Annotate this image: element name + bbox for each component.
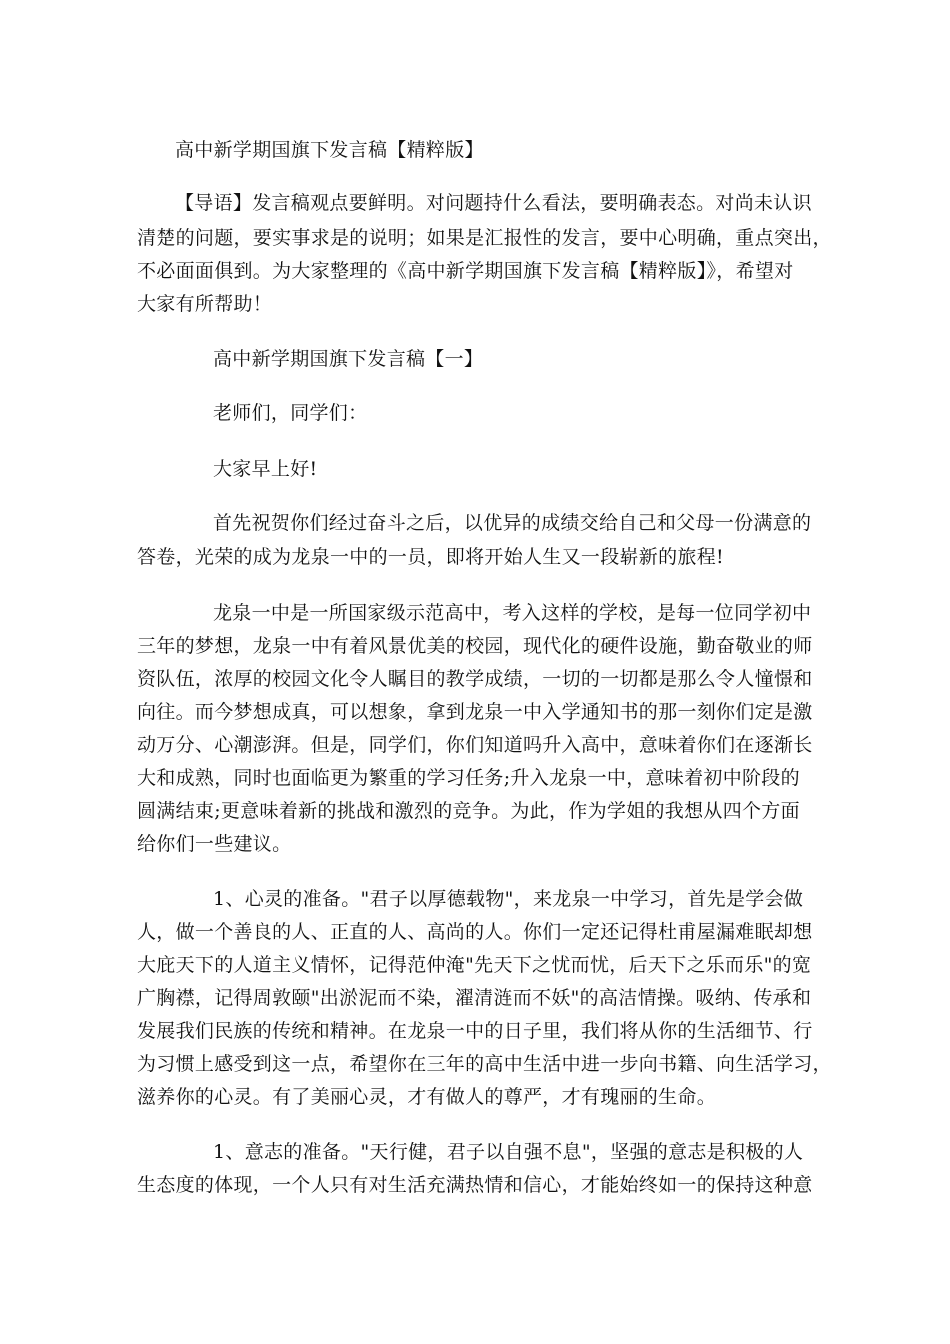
paragraph-line: 为习惯上感受到这一点，希望你在三年的高中生活中进一步向书籍、向生活学习， bbox=[137, 1053, 832, 1075]
paragraph-line: 资队伍，浓厚的校园文化令人瞩目的教学成绩，一切的一切都是那么令人憧憬和 bbox=[137, 668, 813, 690]
intro-line: 大家有所帮助！ bbox=[137, 293, 273, 315]
paragraph-line: 广胸襟，记得周敦颐"出淤泥而不染，濯清涟而不妖"的高洁情操。吸纳、传承和 bbox=[137, 987, 812, 1009]
intro-line: 不必面面俱到。为大家整理的《高中新学期国旗下发言稿【精粹版】》，希望对 bbox=[137, 260, 794, 282]
paragraph-line: 大庇天下的人道主义情怀，记得范仲淹"先天下之忧而忧，后天下之乐而乐"的宽 bbox=[137, 954, 812, 976]
salutation: 老师们，同学们： bbox=[213, 402, 368, 424]
greeting: 大家早上好! bbox=[213, 458, 318, 480]
paragraph-line: 发展我们民族的传统和精神。在龙泉一中的日子里，我们将从你的生活细节、行 bbox=[137, 1020, 813, 1042]
paragraph-line: 龙泉一中是一所国家级示范高中，考入这样的学校，是每一位同学初中 bbox=[213, 602, 812, 624]
paragraph-line: 1、心灵的准备。"君子以厚德载物"，来龙泉一中学习，首先是学会做 bbox=[213, 888, 804, 910]
paragraph-line: 圆满结束;更意味着新的挑战和激烈的竞争。为此，作为学姐的我想从四个方面 bbox=[137, 800, 800, 822]
paragraph-line: 向往。而今梦想成真，可以想象，拿到龙泉一中入学通知书的那一刻你们定是激 bbox=[137, 701, 813, 723]
paragraph-line: 动万分、心潮澎湃。但是，同学们，你们知道吗升入高中，意味着你们在逐渐长 bbox=[137, 734, 813, 756]
paragraph-line: 答卷，光荣的成为龙泉一中的一员，即将开始人生又一段崭新的旅程! bbox=[137, 546, 724, 568]
section-title: 高中新学期国旗下发言稿【一】 bbox=[213, 348, 484, 370]
intro-line: 【导语】发言稿观点要鲜明。对问题持什么看法，要明确表态。对尚未认识 bbox=[175, 192, 812, 214]
paragraph-line: 大和成熟，同时也面临更为繁重的学习任务;升入龙泉一中，意味着初中阶段的 bbox=[137, 767, 800, 789]
paragraph-line: 1、意志的准备。"天行健，君子以自强不息"，坚强的意志是积极的人 bbox=[213, 1141, 804, 1163]
paragraph-line: 三年的梦想，龙泉一中有着风景优美的校园，现代化的硬件设施，勤奋敬业的师 bbox=[137, 635, 813, 657]
paragraph-line: 首先祝贺你们经过奋斗之后，以优异的成绩交给自己和父母一份满意的 bbox=[213, 512, 812, 534]
paragraph-line: 人，做一个善良的人、正直的人、高尚的人。你们一定还记得杜甫屋漏难眠却想 bbox=[137, 921, 813, 943]
document-title: 高中新学期国旗下发言稿【精粹版】 bbox=[175, 139, 484, 161]
intro-line: 清楚的问题，要实事求是的说明；如果是汇报性的发言，要中心明确，重点突出， bbox=[137, 227, 832, 249]
paragraph-line: 滋养你的心灵。有了美丽心灵，才有做人的尊严，才有瑰丽的生命。 bbox=[137, 1086, 717, 1108]
paragraph-line: 给你们一些建议。 bbox=[137, 833, 292, 855]
paragraph-line: 生态度的体现，一个人只有对生活充满热情和信心，才能始终如一的保持这种意 bbox=[137, 1174, 813, 1196]
